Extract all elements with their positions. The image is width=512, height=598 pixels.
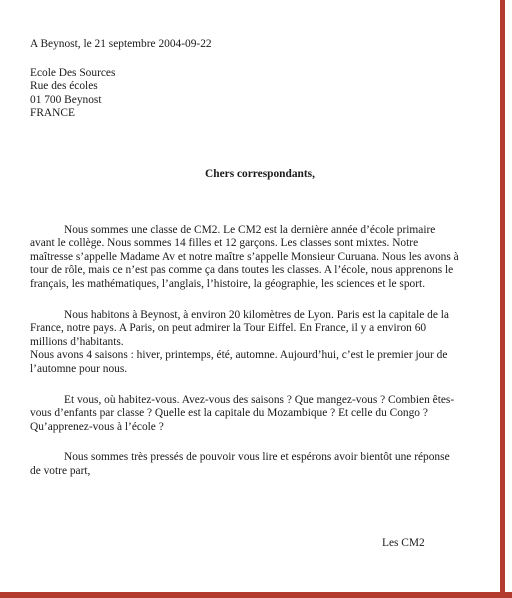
paragraph-line: millions d’habitants. bbox=[30, 335, 124, 348]
paragraph-line: Nous avons 4 saisons : hiver, printemps, été, automne. Aujourd’hui, c’est le premier jour de bbox=[30, 349, 448, 362]
recipient-address bbox=[30, 67, 482, 121]
paragraph-line: de votre part, bbox=[30, 464, 91, 477]
page-edge-right bbox=[500, 0, 505, 598]
date-line: A Beynost, le 21 septembre 2004-09-22 bbox=[30, 38, 212, 50]
paragraph-line: maîtresse s’appelle Madame Av et notre maître s’appelle Monsieur Curuana. Nous les avons à bbox=[30, 250, 459, 263]
paragraph-location bbox=[30, 309, 482, 350]
address-line-school: Ecole Des Sources bbox=[30, 66, 116, 79]
paragraph-closing bbox=[30, 451, 482, 478]
address-line-street: Rue des écoles bbox=[30, 80, 98, 93]
paragraph-questions bbox=[30, 394, 482, 435]
letter-body bbox=[30, 38, 482, 478]
paragraph-class-intro bbox=[30, 224, 482, 292]
paragraph-line: Nous sommes très pressés de pouvoir vous lire et espérons avoir bientôt une réponse bbox=[64, 451, 450, 464]
paragraph-line: Qu’apprenez-vous à l’école ? bbox=[30, 420, 164, 433]
paragraph-line: France, notre pays. A Paris, on peut admirer la Tour Eiffel. En France, il y a environ 60 bbox=[30, 322, 427, 335]
paragraph-line: vous d’enfants par classe ? Quelle est la capitale du Mozambique ? Et celle du Congo ? bbox=[30, 407, 428, 420]
paragraph-line: Et vous, où habitez-vous. Avez-vous des saisons ? Que mangez-vous ? Combien êtes- bbox=[64, 393, 455, 406]
paragraph-line: tour de rôle, mais ce n’est pas comme ça dans toutes les classes. A l’école, nous apprenons le bbox=[30, 264, 454, 277]
paragraph-line: Nous habitons à Beynost, à environ 20 kilomètres de Lyon. Paris est la capitale de la bbox=[64, 308, 449, 321]
address-line-city: 01 700 Beynost bbox=[30, 93, 102, 106]
paragraph-seasons bbox=[30, 349, 482, 376]
paragraph-line: avant le collège. Nous sommes 14 filles et 12 garçons. Les classes sont mixtes. Notre bbox=[30, 237, 419, 250]
paragraph-line: Nous sommes une classe de CM2. Le CM2 est la dernière année d’école primaire bbox=[64, 223, 436, 236]
page-edge-bottom bbox=[0, 592, 512, 598]
salutation: Chers correspondants, bbox=[205, 167, 315, 180]
signature: Les CM2 bbox=[382, 537, 425, 549]
paragraph-line: français, les mathématiques, l’anglais, l’histoire, la géographie, les sciences et le sport. bbox=[30, 277, 426, 290]
paragraph-line: l’automne pour nous. bbox=[30, 362, 128, 375]
address-line-country: FRANCE bbox=[30, 107, 75, 120]
